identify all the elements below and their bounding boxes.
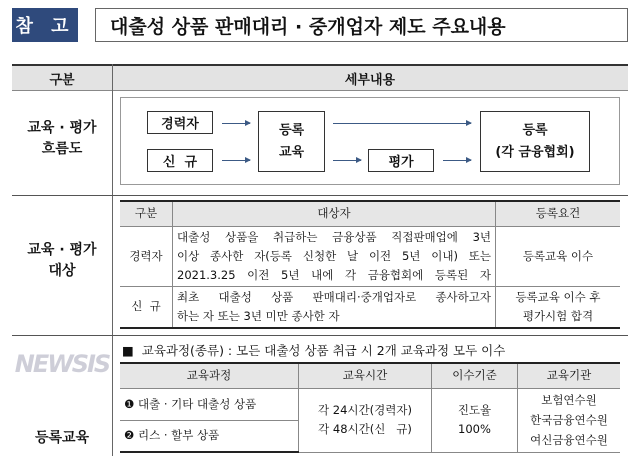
desc-line: 이상 종사한 자(등록 신청한 날 이전 5년 이내) 또는 xyxy=(177,248,491,263)
education-label: 등록교육 xyxy=(34,430,90,446)
education-table xyxy=(120,362,620,453)
course-cell: ❶ 대출 · 기타 대출성 상품 xyxy=(120,388,299,420)
arrow-icon xyxy=(222,123,250,124)
reference-badge: 참 고 xyxy=(12,8,78,42)
box-text: 등록 xyxy=(278,122,305,138)
institution: 한국금융연수원 xyxy=(530,413,608,427)
flow-label xyxy=(12,118,112,160)
target-label xyxy=(12,240,112,282)
table-header xyxy=(12,64,628,91)
th: 이수기준 xyxy=(432,363,518,388)
institution: 보험연수원 xyxy=(541,393,597,407)
th: 교육과정 xyxy=(120,363,299,388)
header-details: 세부내용 xyxy=(344,73,396,88)
label-line: 흐름도 xyxy=(41,141,83,157)
req-line: 평가시험 합격 xyxy=(522,308,594,323)
req-cell: 등록교육 이수 xyxy=(496,226,621,286)
th: 교육시간 xyxy=(299,363,432,388)
page-title: 대출성 상품 판매대리 · 중개업자 제도 주요내용 xyxy=(95,8,628,42)
box-text: 교육 xyxy=(278,144,305,160)
arrow-icon xyxy=(333,123,471,124)
arrow-icon xyxy=(443,160,471,161)
new-box: 신 규 xyxy=(147,149,213,172)
box-text: 등록 xyxy=(522,122,548,138)
experienced-box: 경력자 xyxy=(147,111,213,134)
label-line: 대상 xyxy=(48,263,76,279)
watermark-logo: NEWSIS xyxy=(14,350,110,378)
course-cell: ❷ 리스 · 할부 상품 xyxy=(120,420,299,452)
criteria-line: 100% xyxy=(458,422,491,436)
header-category: 구분 xyxy=(49,73,75,88)
desc-line: 하는 자 또는 3년 미만 종사한 자 xyxy=(177,308,340,323)
table-row xyxy=(120,226,620,286)
table-row xyxy=(120,286,620,328)
type-cell: 경력자 xyxy=(120,226,173,286)
th: 구분 xyxy=(120,201,173,226)
course-bullet: ■ 교육과정(종류) : 모든 대출성 상품 취급 시 2개 교육과정 모두 이수 xyxy=(122,343,506,358)
registration-box xyxy=(480,111,590,172)
row-divider xyxy=(12,195,628,196)
institution: 여신금융연수원 xyxy=(530,433,608,447)
hours-line: 각 48시간(신 규) xyxy=(318,422,412,436)
target-table xyxy=(120,200,620,329)
th: 등록요건 xyxy=(496,201,621,226)
row-divider xyxy=(12,335,628,336)
hours-line: 각 24시간(경력자) xyxy=(318,403,412,417)
type-cell: 신 규 xyxy=(120,286,173,328)
desc-line: 대출성 상품을 취급하는 금융상품 직접판매업에 3년 xyxy=(177,229,491,244)
th: 대상자 xyxy=(173,201,496,226)
arrow-icon xyxy=(222,160,250,161)
desc-line: 2021.3.25 이전 5년 내에 각 금융협회에 등록된 자 xyxy=(177,267,491,282)
label-line: 교육 · 평가 xyxy=(27,120,97,136)
evaluation-box: 평가 xyxy=(368,149,434,172)
req-line: 등록교육 이수 후 xyxy=(515,289,601,304)
arrow-icon xyxy=(333,160,361,161)
box-text: (각 금융협회) xyxy=(495,144,575,160)
column-divider xyxy=(112,64,113,456)
th: 교육기관 xyxy=(518,363,621,388)
criteria-line: 진도율 xyxy=(457,403,492,417)
table-row xyxy=(120,388,620,420)
education-box xyxy=(258,111,325,172)
label-line: 교육 · 평가 xyxy=(27,242,97,258)
desc-line: 최초 대출성 상품 판매대리·중개업자로 종사하고자 xyxy=(177,289,491,304)
